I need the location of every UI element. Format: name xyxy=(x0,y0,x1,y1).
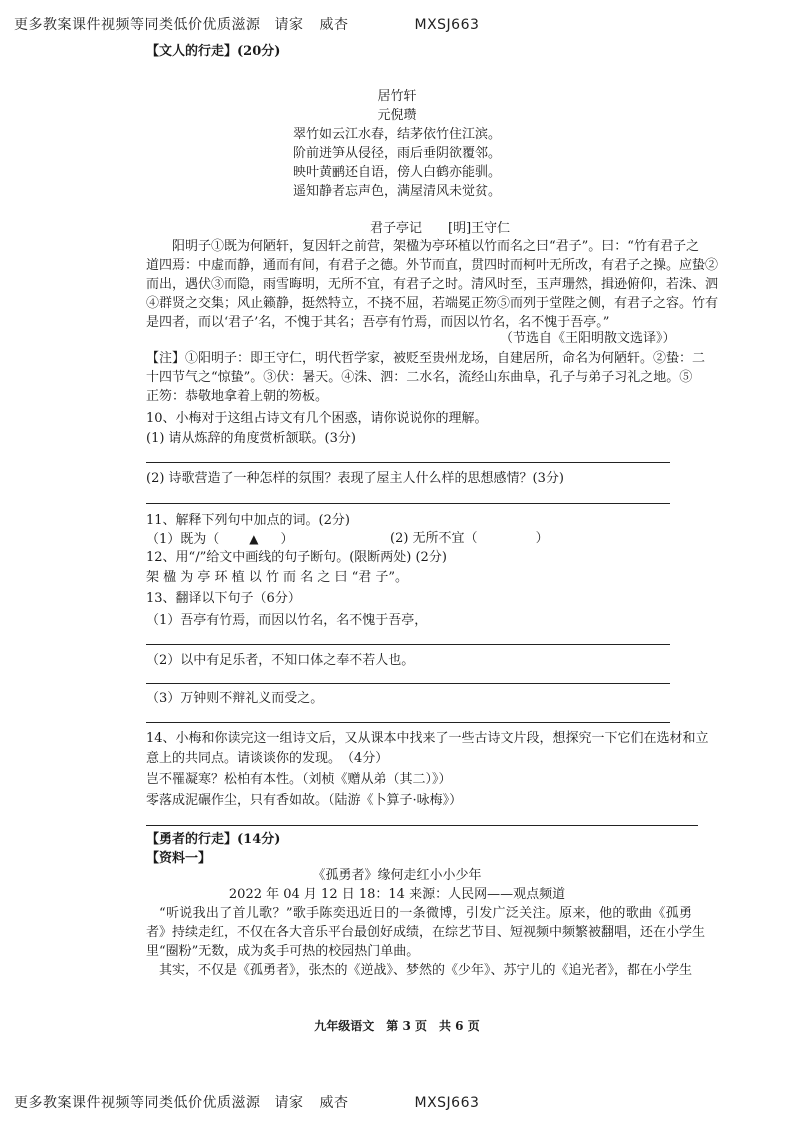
banner-invite: 请家 xyxy=(274,1095,304,1111)
poem-line: 翠竹如云江水春，结茅依竹住江滨。 xyxy=(292,127,501,142)
note-line: 正笏：恭敬地拿着上朝的笏板。 xyxy=(146,389,329,404)
answer-line[interactable] xyxy=(146,503,670,504)
banner-code: MXSJ663 xyxy=(414,1095,480,1111)
q10: 10、小梅对于这组占诗文有几个困惑，请你说说你的理解。 xyxy=(146,411,488,426)
answer-line[interactable] xyxy=(146,825,698,826)
article-title: 《孤勇者》缘何走红小小少年 xyxy=(312,868,482,883)
poem-line: 阶前迸笋从侵径，雨后垂阴欲覆邻。 xyxy=(292,146,501,161)
q14-line: 14、小梅和你读完这一组诗文后，又从课本中找来了一些古诗文片段，想探究一下它们在选材和立 xyxy=(146,731,709,746)
essay-line: 阳明子①既为何陋轩，复因轩之前营，架楹为亭环植以竹而名之曰“君子”。曰：“竹有君子之 xyxy=(172,239,699,254)
essay-line: 是四者，而以‘君子’名，不愧于其名；吾亭有竹焉，而因以竹名，名不愧于吾亭。” xyxy=(146,315,610,330)
banner-text: 更多教案课件视频等同类低价优质滋源 xyxy=(14,17,261,33)
material-label: 【资料一】 xyxy=(146,851,212,866)
page-footer: 九年级语文 第 3 页 共 6 页 xyxy=(314,1019,480,1033)
poem-line: 遥知静者忘声色，满屋清风未觉贫。 xyxy=(292,184,501,199)
q14-quote: 零落成泥碾作尘，只有香如故。（陆游《卜算子·咏梅》） xyxy=(146,793,463,808)
banner-name: 威杏 xyxy=(319,17,349,33)
q13-1: （1）吾亭有竹焉，而因以竹名，名不愧于吾亭， xyxy=(146,613,428,628)
q10-1: (1) 请从炼辞的角度赏析颔联。(3分) xyxy=(146,431,356,446)
q12: 12、用“/”给文中画线的句子断句。(限断两处) (2分) xyxy=(146,550,447,565)
q10-2: (2) 诗歌营造了一种怎样的氛围？表现了屋主人什么样的思想感情？(3分) xyxy=(146,471,564,486)
essay-line: 道四焉：中虚而静，通而有间，有君子之德。外节而直，贯四时而柯叶无所改，有君子之操。应蛰② xyxy=(146,258,719,273)
q12-sentence: 架 楹 为 亭 环 植 以 竹 而 名 之 曰 “君 子”。 xyxy=(146,570,409,585)
essay-line: ④群贤之交集；风止籁静，挺然特立，不挠不屈，若端冕正笏⑤而列于堂陛之侧，有君子之容。竹有 xyxy=(146,296,719,311)
article-line: 者》持续走红，不仅在各大音乐平台最创好成绩，在综艺节目、短视频中频繁被翻唱，还在小学生 xyxy=(146,925,706,940)
q11-2 xyxy=(390,530,549,548)
answer-line[interactable] xyxy=(146,683,670,684)
article-line: 其实，不仅是《孤勇者》，张杰的《逆战》、梦然的《少年》、苏宁儿的《追光者》，都在小学生 xyxy=(159,963,693,978)
banner-text: 更多教案课件视频等同类低价优质滋源 xyxy=(14,1095,261,1111)
q14-quote: 岂不罹凝寒？松柏有本性。（刘桢《赠从弟（其二）》） xyxy=(146,772,452,787)
banner-bottom xyxy=(14,1092,479,1112)
essay-title: 君子亭记 [明]王守仁 xyxy=(370,221,511,236)
poem-author: 元倪瓒 xyxy=(377,108,417,123)
q11-1-close: ） xyxy=(280,532,294,547)
q13: 13、翻译以下句子（6分） xyxy=(146,591,301,606)
q13-3: （3）万钟则不辩礼义而受之。 xyxy=(146,691,324,706)
q14-line: 意上的共同点。请谈谈你的发现。 （4分） xyxy=(146,751,389,766)
q11: 11、解释下列句中加点的词。(2分) xyxy=(146,513,350,528)
q11-2-text: (2) 无所不宜（ xyxy=(390,531,478,546)
q11-2-close: ） xyxy=(535,531,549,546)
poem-title: 居竹轩 xyxy=(377,89,417,104)
q11-1-text: （1）既为（ xyxy=(146,532,220,547)
article-meta: 2022 年 04 月 12 日 18：14 来源：人民网——观点频道 xyxy=(228,887,566,902)
q11-1 xyxy=(146,530,294,549)
essay-source: （节选自《王阳明散文选译》） xyxy=(500,331,676,346)
article-line: 里“圈粉”无数，成为炙手可热的校园热门单曲。 xyxy=(146,944,420,959)
banner-code: MXSJ663 xyxy=(414,17,480,33)
section2-title: 【勇者的行走】(14分) xyxy=(146,832,281,847)
note-line: 十四节气之“惊蛰”。③伏：暑天。④洙、泗：二水名，流经山东曲阜，孔子与弟子习礼之地。⑤ xyxy=(146,370,693,385)
answer-line[interactable] xyxy=(146,644,670,645)
answer-line[interactable] xyxy=(146,722,670,723)
section1-title: 【文人的行走】(20分) xyxy=(146,44,281,59)
note-line: 【注】①阳明子：即王守仁，明代哲学家，被贬至贵州龙场，自建居所，命名为何陋轩。②蛰：二 xyxy=(146,351,706,366)
q13-2: （2）以中有足乐者，不知口体之奉不若人也。 xyxy=(146,653,415,668)
poem-line: 映叶黄鹂还自语，傍人白鹤亦能驯。 xyxy=(292,165,501,180)
answer-line[interactable] xyxy=(146,462,670,463)
article-line: “听说我出了首儿歌？”歌手陈奕迅近日的一条微博，引发广泛关注。原来，他的歌曲《孤勇 xyxy=(159,906,692,921)
banner-name: 威杏 xyxy=(319,1095,349,1111)
answer-marker: ▲ xyxy=(249,532,259,546)
essay-line: 而出，遇伏③而隐，雨雪晦明，无所不宜，有君子之时。清风时至，玉声珊然，揖逊俯仰，若洙、泗 xyxy=(146,277,719,292)
banner-invite: 请家 xyxy=(274,17,304,33)
